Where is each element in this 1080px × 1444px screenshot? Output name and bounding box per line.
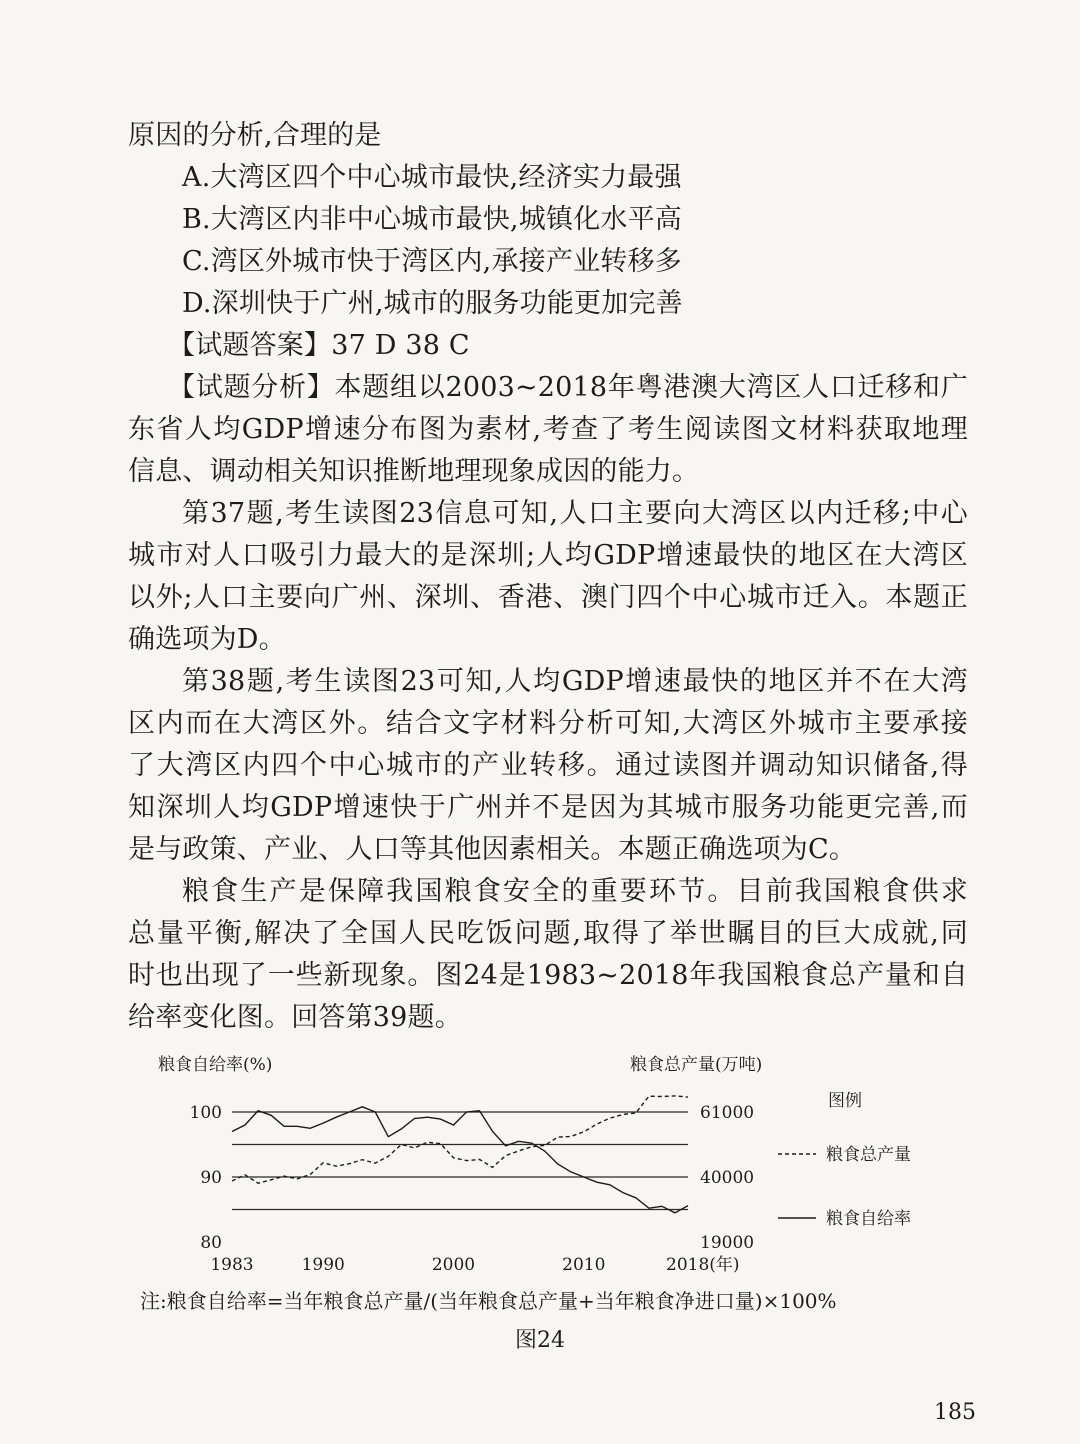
answer-line: 【试题答案】37 D 38 C [168, 330, 470, 361]
paragraph-line: 知深圳人均GDP增速快于广州并不是因为其城市服务功能更完善,而 [128, 792, 968, 823]
option-b [182, 200, 682, 240]
paragraph-line: 总量平衡,解决了全国人民吃饭问题,取得了举世瞩目的巨大成就,同 [128, 918, 968, 949]
y-left-axis-title: 粮食自给率(%) [158, 1055, 273, 1075]
paragraph-line: 东省人均GDP增速分布图为素材,考查了考生阅读图文材料获取地理 [128, 414, 968, 445]
axes-layer [158, 1055, 762, 1275]
option-text: 大湾区内非中心城市最快,城镇化水平高 [210, 204, 683, 235]
y-right-tick-label: 61000 [700, 1103, 755, 1123]
legend-label-production: 粮食总产量 [826, 1145, 911, 1165]
x-tick-label: 1990 [301, 1255, 345, 1275]
paragraph-line: 第38题,考生读图23可知,人均GDP增速最快的地区并不在大湾 [182, 666, 968, 697]
paragraph-line: 给率变化图。回答第39题。 [128, 1002, 462, 1033]
paragraph-line: 区内而在大湾区外。结合文字材料分析可知,大湾区外城市主要承接 [128, 708, 968, 739]
legend-label-self-sufficiency: 粮食自给率 [826, 1209, 911, 1229]
page-number: 185 [934, 1400, 976, 1425]
option-c [182, 242, 682, 282]
paragraph-line: 【试题分析】本题组以2003~2018年粤港澳大湾区人口迁移和广 [168, 372, 968, 403]
x-tick-label: 2000 [431, 1255, 476, 1275]
y-left-tick-label: 100 [189, 1103, 222, 1123]
figure-caption: 图24 [515, 1328, 565, 1353]
x-tick-label: 2010 [562, 1255, 606, 1275]
legend [778, 1091, 911, 1229]
option-text: 大湾区四个中心城市最快,经济实力最强 [210, 162, 682, 193]
paragraph-line: 了大湾区内四个中心城市的产业转移。通过读图并调动知识储备,得 [128, 750, 968, 781]
paragraph-line: 时也出现了一些新现象。图24是1983~2018年我国粮食总产量和自 [128, 960, 968, 991]
y-left-tick-label: 90 [200, 1168, 222, 1188]
question-tail: 原因的分析,合理的是 [128, 120, 382, 151]
paragraph-line: 粮食生产是保障我国粮食安全的重要环节。目前我国粮食供求 [182, 876, 968, 907]
series-layer [232, 1096, 688, 1213]
x-tick-label: 1983 [210, 1255, 254, 1275]
y-left-tick-label: 80 [200, 1233, 222, 1253]
option-label: A. [182, 162, 211, 193]
y-right-tick-label: 19000 [700, 1233, 755, 1253]
paragraph-line: 信息、调动相关知识推断地理现象成因的能力。 [128, 456, 700, 487]
option-label: B. [182, 204, 211, 235]
grain-chart [140, 1040, 960, 1280]
option-text: 湾区外城市快于湾区内,承接产业转移多 [210, 246, 682, 277]
y-right-axis-title: 粮食总产量(万吨) [630, 1055, 763, 1075]
x-tick-label: 2018(年) [666, 1255, 740, 1275]
paragraph-line: 确选项为D。 [128, 624, 286, 655]
option-d [182, 284, 683, 324]
y-right-tick-label: 40000 [700, 1168, 755, 1188]
paragraph-line: 是与政策、产业、人口等其他因素相关。本题正确选项为C。 [128, 834, 857, 865]
option-label: C. [182, 246, 211, 277]
series-line-production [232, 1096, 688, 1183]
paragraph-line: 以外;人口主要向广州、深圳、香港、澳门四个中心城市迁入。本题正 [128, 582, 968, 613]
legend-title: 图例 [828, 1091, 862, 1111]
option-text: 深圳快于广州,城市的服务功能更加完善 [211, 288, 683, 319]
paragraph-line: 城市对人口吸引力最大的是深圳;人均GDP增速最快的地区在大湾区 [128, 540, 968, 571]
option-a [182, 158, 682, 198]
paragraph-line: 第37题,考生读图23信息可知,人口主要向大湾区以内迁移;中心 [182, 498, 968, 529]
option-label: D. [182, 288, 212, 319]
chart-note: 注:粮食自给率=当年粮食总产量/(当年粮食总产量+当年粮食净进口量)×100% [140, 1289, 837, 1313]
